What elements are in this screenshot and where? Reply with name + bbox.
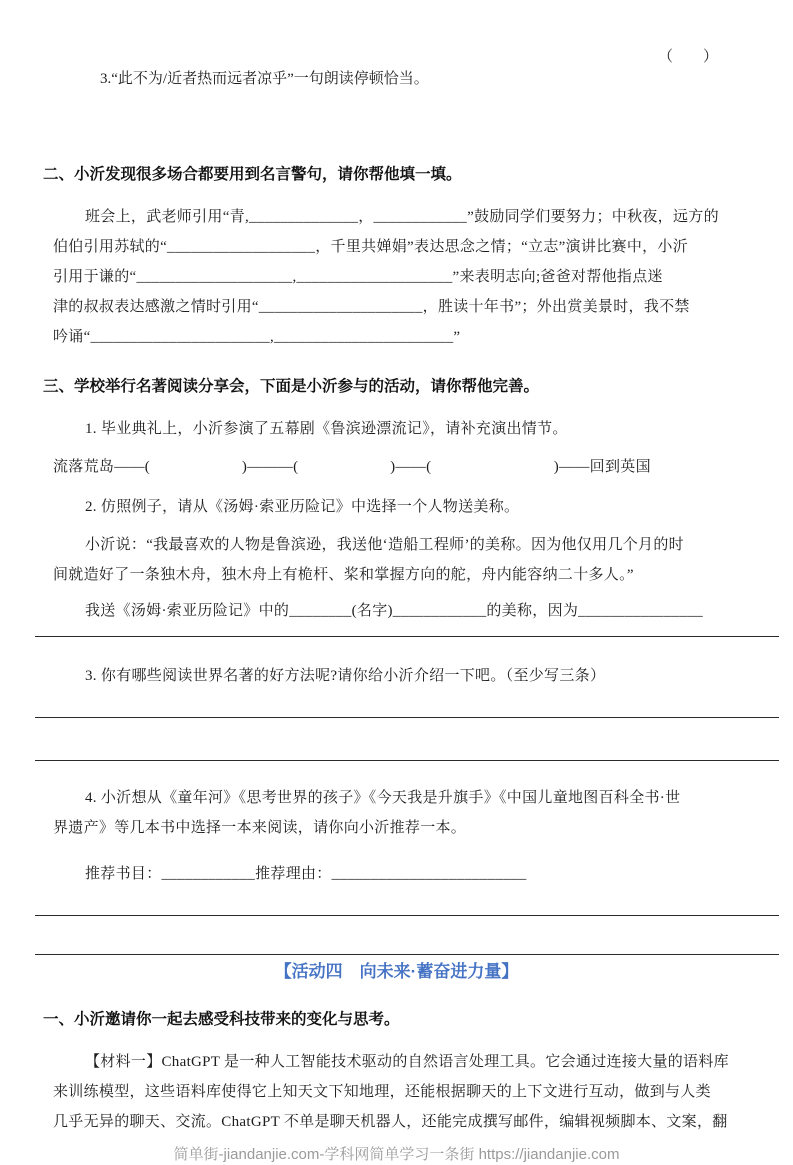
section-2-line-1: 班会上，武老师引用“青,______________，____________”鼓励同学们要努力；中秋夜，远方的 xyxy=(85,209,719,225)
material-1-line-2: 来训练模型，这些语料库使得它上知天文下知地理，还能根据聊天的上下文进行互动，做到与人类 xyxy=(53,1084,711,1100)
section-tech-title: 一、小沂邀请你一起去感受科技带来的变化与思考。 xyxy=(43,1011,400,1028)
section-3-title: 三、学校举行名著阅读分享会，下面是小沂参与的活动，请你帮他完善。 xyxy=(43,378,540,395)
section-2-line-5: 吟诵“_______________________,_______________________” xyxy=(53,329,461,345)
judge-question-text: 3.“此不为/近者热而远者凉乎”一句朗读停顿恰当。 xyxy=(100,71,429,87)
answer-blank-line xyxy=(35,760,779,761)
section-3-q1: 1. 毕业典礼上，小沂参演了五幕剧《鲁滨逊漂流记》，请补充演出情节。 xyxy=(85,421,568,437)
answer-blank-line xyxy=(35,954,779,955)
material-1-line-3: 几乎无异的聊天、交流。ChatGPT 不单是聊天机器人，还能完成撰写邮件，编辑视频脚本、文案，翻 xyxy=(53,1114,728,1130)
material-1-line-1: 【材料一】ChatGPT 是一种人工智能技术驱动的自然语言处理工具。它会通过连接大量的语料库 xyxy=(85,1054,729,1070)
judge-answer-bracket: （ ） xyxy=(658,49,719,65)
section-3-q2-fill-line: 我送《汤姆·索亚历险记》中的________(名字)____________的美称，因为________________ xyxy=(85,603,703,619)
answer-blank-line xyxy=(35,915,779,916)
section-3-q4-line-1: 4. 小沂想从《童年河》《思考世界的孩子》《今天我是升旗手》《中国儿童地图百科全书·世 xyxy=(85,790,681,806)
section-2-line-2: 伯伯引用苏轼的“___________________，千里共婵娟”表达思念之情；“立志”演讲比赛中，小沂 xyxy=(53,239,689,255)
section-2-title: 二、小沂发现很多场合都要用到名言警句，请你帮他填一填。 xyxy=(43,166,462,183)
judge-question-row xyxy=(0,46,793,134)
section-3-q1-plot-sequence: 流落荒岛——( )———( )——( )——回到英国 xyxy=(53,459,651,475)
section-3-q4-line-2: 界遗产》等几本书中选择一本来阅读，请你向小沂推荐一本。 xyxy=(53,820,467,836)
section-2-line-4: 津的叔叔表达感激之情时引用“_____________________，胜读十年书”；外出赏美景时，我不禁 xyxy=(53,299,690,315)
answer-blank-line xyxy=(35,717,779,718)
section-3-q3: 3. 你有哪些阅读世界名著的好方法呢?请你给小沂介绍一下吧。（至少写三条） xyxy=(85,668,606,684)
watermark-footer: 简单街-jiandanjie.com-学科网简单学习一条街 https://jiandanjie.com xyxy=(173,1146,620,1163)
section-3-q2-example-line-2: 间就造好了一条独木舟，独木舟上有桅杆、桨和掌握方向的舵，舟内能容纳二十多人。” xyxy=(53,567,634,583)
activity-4-heading: 【活动四 向未来·蓄奋进力量】 xyxy=(274,962,519,981)
section-3-q4-fill-line: 推荐书目：____________推荐理由：_________________________ xyxy=(85,866,527,882)
section-3-q2: 2. 仿照例子，请从《汤姆·索亚历险记》中选择一个人物送美称。 xyxy=(85,499,520,515)
section-2-line-3: 引用于谦的“____________________,____________________”来表明志向;爸爸对帮他指点迷 xyxy=(53,269,663,285)
answer-blank-line xyxy=(35,636,779,637)
section-3-q2-example-line-1: 小沂说：“我最喜欢的人物是鲁滨逊，我送他‘造船工程师’的美称。因为他仅用几个月的时 xyxy=(85,537,684,553)
